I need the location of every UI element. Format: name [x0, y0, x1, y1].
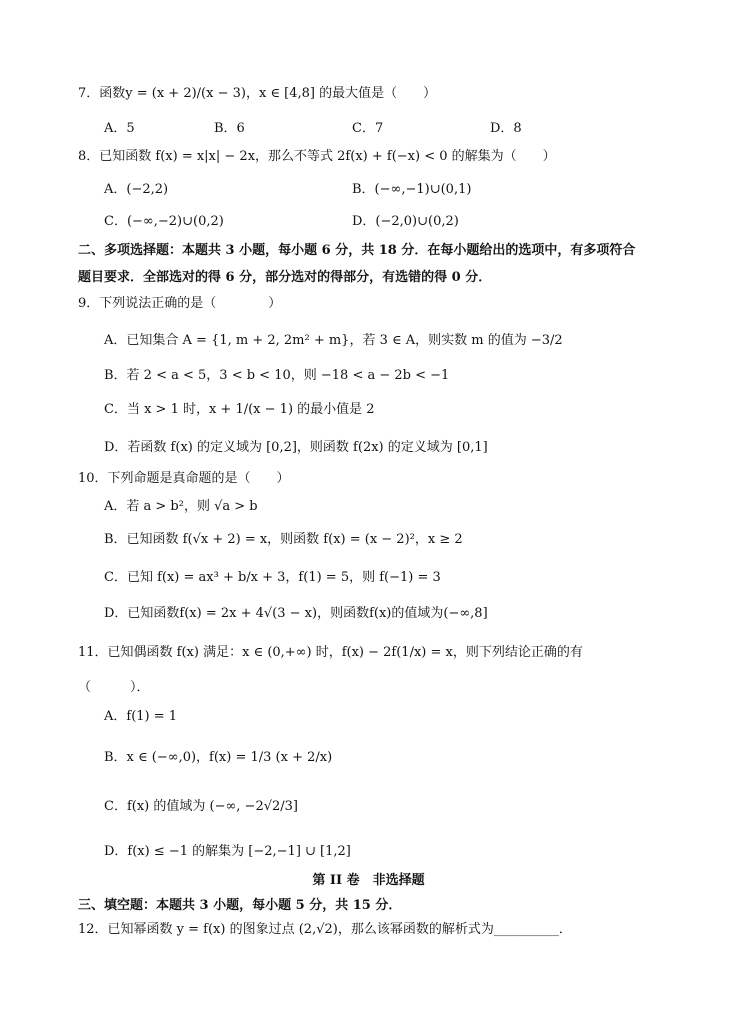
q11-option-d: D．f(x) ≤ −1 的解集为 [−2,−1] ∪ [1,2] — [104, 844, 351, 859]
q10-option-d: D．已知函数f(x) = 2x + 4√(3 − x)，则函数f(x)的值域为(−∞,8] — [104, 606, 488, 621]
q7-stem: 7．函数y = (x + 2)/(x − 3)，x ∈ [4,8] 的最大值是（ ） — [78, 86, 437, 101]
section2-heading-line1: 二、多项选择题：本题共 3 小题，每小题 6 分，共 18 分．在每小题给出的选项中，有多项符合 — [78, 243, 636, 258]
q7-option-d: D．8 — [490, 121, 522, 136]
q8-option-b: B．(−∞,−1)∪(0,1) — [352, 182, 472, 197]
q10-stem: 10．下列命题是真命题的是（ ） — [78, 471, 290, 486]
q10-option-a: A．若 a > b²，则 √a > b — [104, 499, 258, 514]
q8-option-d: D．(−2,0)∪(0,2) — [352, 214, 459, 229]
q9-option-a: A．已知集合 A = {1, m + 2, 2m² + m}，若 3 ∈ A，则实数 m 的值为 −3/2 — [104, 333, 563, 348]
q7-option-c: C．7 — [352, 121, 384, 136]
q8-option-a: A．(−2,2) — [104, 182, 169, 197]
q11-stem-continued: （ ）． — [78, 680, 150, 695]
q9-option-d: D．若函数 f(x) 的定义域为 [0,2]，则函数 f(2x) 的定义域为 [0,1] — [104, 440, 488, 455]
q10-option-c: C．已知 f(x) = ax³ + b/x + 3，f(1) = 5，则 f(−1) = 3 — [104, 570, 441, 585]
q7-option-b: B．6 — [214, 121, 245, 136]
q9-stem: 9．下列说法正确的是（ ） — [78, 296, 282, 311]
q9-option-b: B．若 2 < a < 5，3 < b < 10，则 −18 < a − 2b < −1 — [104, 368, 450, 383]
q10-option-b: B．已知函数 f(√x + 2) = x，则函数 f(x) = (x − 2)²，x ≥ 2 — [104, 532, 463, 547]
q8-option-c: C．(−∞,−2)∪(0,2) — [104, 214, 224, 229]
q11-option-c: C．f(x) 的值域为 (−∞, −2√2/3] — [104, 799, 298, 814]
section2-heading-line2: 题目要求．全部选对的得 6 分，部分选对的得部分，有选错的得 0 分． — [78, 270, 492, 285]
q11-stem: 11．已知偶函数 f(x) 满足：x ∈ (0,+∞) 时，f(x) − 2f(1/x) = x，则下列结论正确的有 — [78, 645, 583, 660]
q11-option-a: A．f(1) = 1 — [104, 709, 178, 724]
q11-option-b: B．x ∈ (−∞,0)，f(x) = 1/3 (x + 2/x) — [104, 750, 333, 765]
q9-option-c: C．当 x > 1 时，x + 1/(x − 1) 的最小值是 2 — [104, 402, 375, 417]
q8-stem: 8．已知函数 f(x) = x|x| − 2x，那么不等式 2f(x) + f(−x) < 0 的解集为（ ） — [78, 149, 556, 164]
part2-title: 第 II 卷 非选择题 — [312, 873, 425, 888]
section3-heading: 三、填空题：本题共 3 小题，每小题 5 分，共 15 分． — [78, 898, 402, 913]
q7-option-a: A．5 — [104, 121, 135, 136]
q12-stem: 12．已知幂函数 y = f(x) 的图象过点 (2,√2)，那么该幂函数的解析式为__________． — [78, 922, 572, 937]
